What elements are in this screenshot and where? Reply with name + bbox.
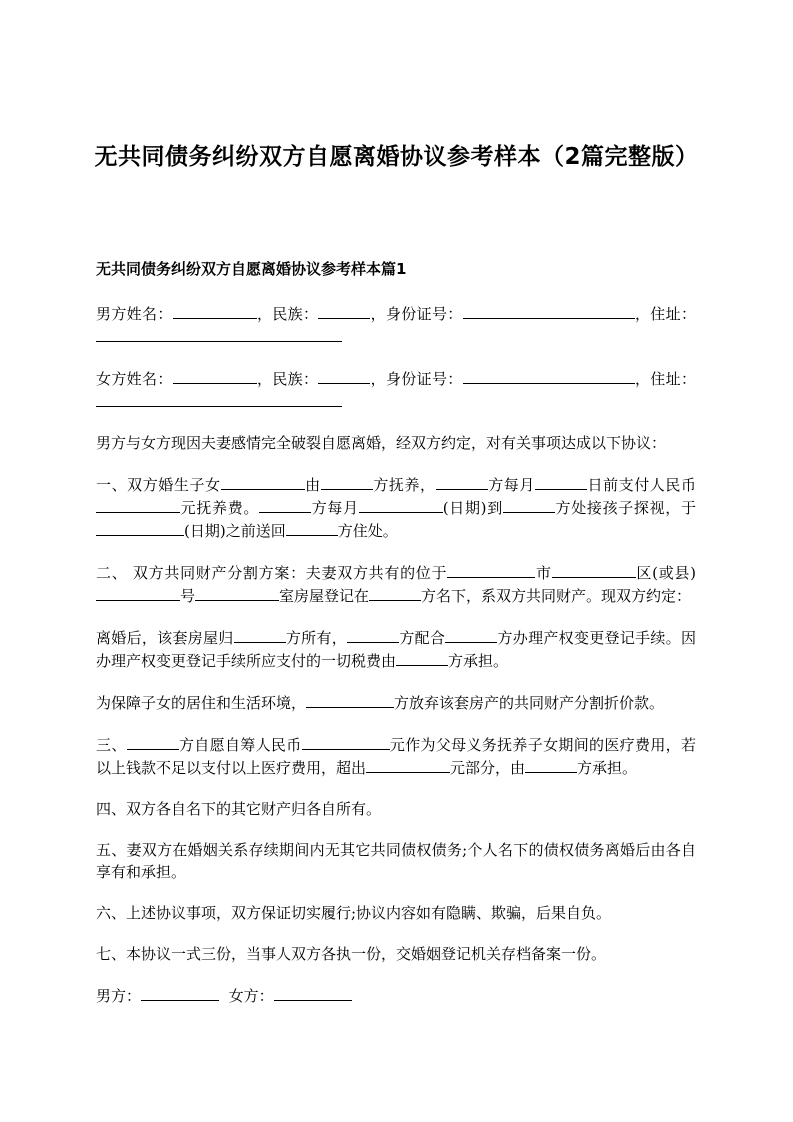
- blank: [445, 626, 497, 643]
- text: 为保障子女的居住和生活环境，: [96, 694, 307, 712]
- text: 由: [304, 476, 321, 494]
- text: 离婚后，该套房屋归: [96, 629, 234, 647]
- text: 元抚养费。: [180, 499, 260, 517]
- blank: [447, 561, 535, 578]
- text: 方承担。: [448, 652, 509, 670]
- text: 方放弃该套房产的共同财产分割折价款。: [394, 694, 665, 712]
- agreement-body: [96, 302, 696, 1026]
- male-signature-label: 男方：: [96, 987, 142, 1005]
- intro-paragraph: 男方与女方现因夫妻感情完全破裂自愿离婚，经双方约定，对有关事项达成以下协议：: [96, 434, 667, 452]
- female-info-paragraph: [96, 367, 696, 413]
- text: 男方姓名：: [96, 305, 173, 323]
- text: (日期)到: [442, 499, 503, 517]
- text: 方每月: [487, 476, 535, 494]
- text: 一、双方婚生子女: [96, 476, 221, 494]
- blank: [369, 584, 421, 601]
- blank: [347, 626, 399, 643]
- blank: [96, 584, 180, 601]
- text: 方所有，: [285, 629, 348, 647]
- blank: [96, 496, 180, 513]
- clause-7-paragraph: 七、本协议一式三份，当事人双方各执一份，交婚姻登记机关存档备案一份。: [96, 945, 607, 963]
- text: 方配合: [399, 629, 446, 647]
- blank: [127, 733, 179, 750]
- text: 方自愿自筹人民币: [178, 736, 302, 754]
- male-id-blank: [463, 302, 635, 319]
- blank: [366, 756, 450, 773]
- blank: [359, 496, 443, 513]
- male-info-paragraph: [96, 302, 696, 348]
- blank: [96, 519, 184, 536]
- text: ，身份证号：: [370, 305, 463, 323]
- blank: [552, 561, 636, 578]
- text: ，民族：: [256, 305, 319, 323]
- section-title: 无共同债务纠纷双方自愿离婚协议参考样本篇1: [96, 260, 407, 278]
- blank: [535, 473, 587, 490]
- clause-2-paragraph: [96, 561, 696, 607]
- text: ，身份证号：: [370, 370, 463, 388]
- text: 方办理产权变更登记手续。因办理产权变更登记手续所应支付的一切税费由: [96, 629, 696, 670]
- clause-3-paragraph: [96, 733, 696, 779]
- text: 三、: [96, 736, 127, 754]
- blank: [525, 756, 577, 773]
- blank: [321, 473, 373, 490]
- text: ，住址：: [634, 370, 696, 388]
- clause-2-waiver-paragraph: [96, 691, 696, 714]
- female-ethnicity-blank: [318, 367, 370, 384]
- text: 方住处。: [337, 522, 398, 540]
- male-ethnicity-blank: [318, 302, 370, 319]
- text: 元部分，由: [450, 759, 526, 777]
- clause-1-paragraph: [96, 473, 696, 542]
- blank: [221, 473, 305, 490]
- text: 号: [180, 587, 196, 605]
- text: 方名下，系双方共同财产。现双方约定：: [421, 587, 692, 605]
- blank: [436, 473, 488, 490]
- male-address-blank: [96, 325, 342, 342]
- text: (日期)之前送回: [184, 522, 286, 540]
- text: 元作为父母义务抚养子女期间的医疗费用，若以上钱款不足以支付以上医疗费用，超出: [96, 736, 696, 777]
- clause-5-paragraph: 五、妻双方在婚姻关系存续期间内无其它共同债权债务;个人名下的债权债务离婚后由各自享有和承担。: [96, 841, 696, 881]
- text: 方承担。: [577, 759, 638, 777]
- blank: [302, 733, 390, 750]
- clause-6-paragraph: 六、上述协议事项，双方保证切实履行;协议内容如有隐瞒、欺骗，后果自负。: [96, 904, 612, 922]
- female-address-blank: [96, 390, 342, 407]
- text: 室房屋登记在: [279, 587, 370, 605]
- clause-2-house-paragraph: [96, 626, 696, 672]
- male-name-blank: [173, 302, 257, 319]
- blank: [503, 496, 555, 513]
- text: 区(或县): [635, 564, 696, 582]
- text: ，民族：: [256, 370, 319, 388]
- female-signature-label: 女方：: [228, 987, 274, 1005]
- female-id-blank: [463, 367, 635, 384]
- text: 女方姓名：: [96, 370, 173, 388]
- text: 方抚养，: [372, 476, 436, 494]
- blank: [306, 691, 394, 708]
- clause-4-paragraph: 四、双方各自名下的其它财产归各自所有。: [96, 800, 382, 818]
- signature-line: [96, 984, 696, 1007]
- text: 方每月: [311, 499, 359, 517]
- text: 市: [535, 564, 552, 582]
- blank: [286, 519, 338, 536]
- blank: [396, 649, 448, 666]
- blank: [259, 496, 311, 513]
- female-name-blank: [173, 367, 257, 384]
- text: ，住址：: [634, 305, 696, 323]
- document-title: 无共同债务纠纷双方自愿离婚协议参考样本（2篇完整版）: [94, 144, 699, 170]
- blank: [234, 626, 286, 643]
- text: 日前支付人民币: [586, 476, 696, 494]
- female-signature-blank: [274, 984, 352, 1001]
- male-signature-blank: [141, 984, 219, 1001]
- blank: [195, 584, 279, 601]
- text: 二、 双方共同财产分割方案：夫妻双方共有的位于: [96, 564, 448, 582]
- text: 方处接孩子探视，于: [554, 499, 696, 517]
